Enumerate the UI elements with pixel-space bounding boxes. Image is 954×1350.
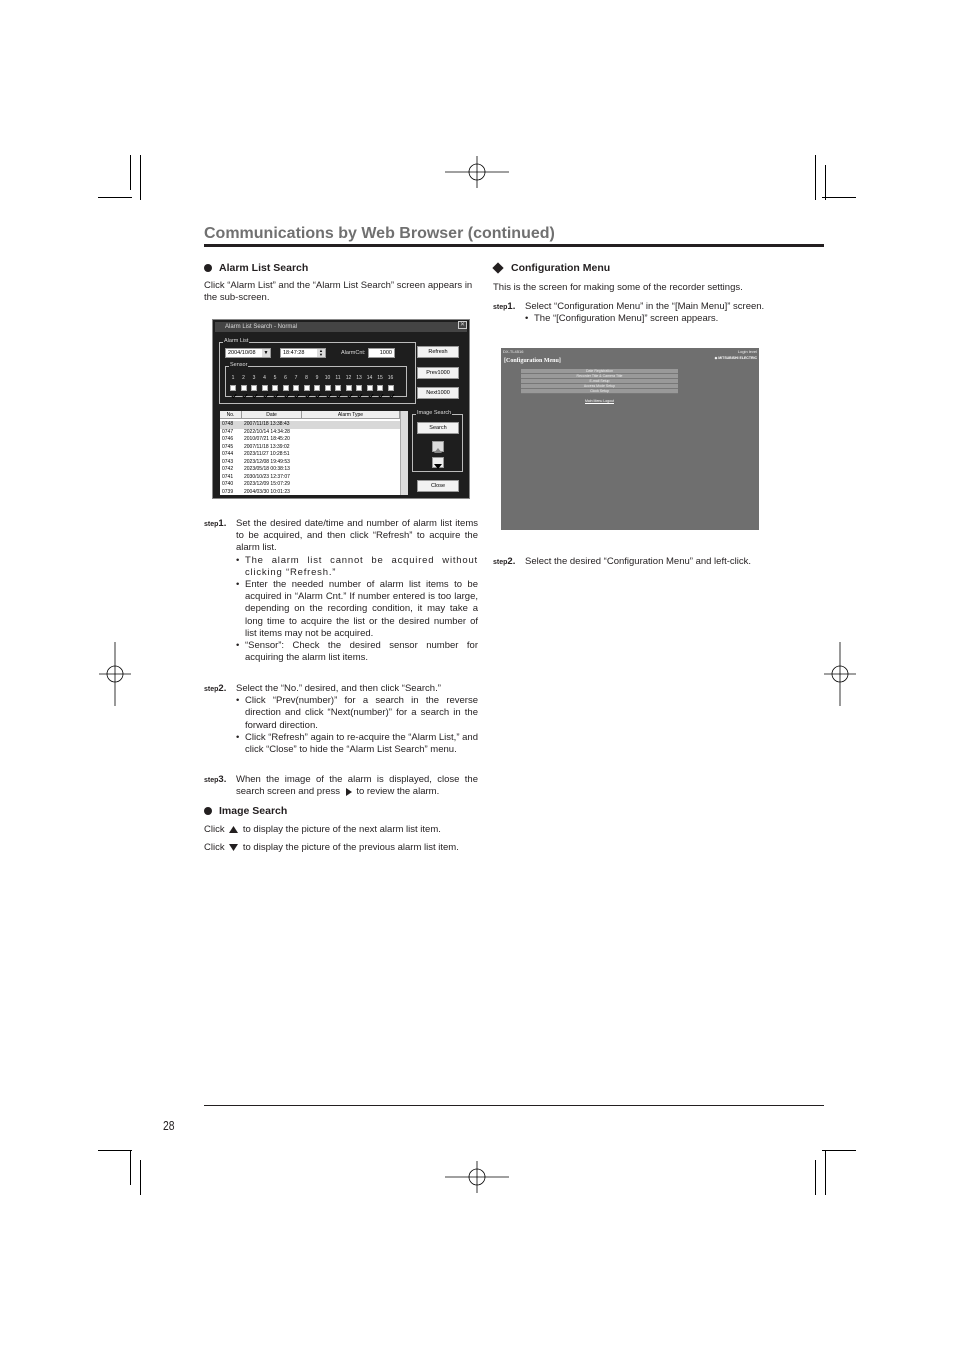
registration-mark-icon xyxy=(83,642,147,706)
date-select[interactable]: 2004/10/08 ▼ xyxy=(225,348,271,358)
page-number: 28 xyxy=(163,1118,175,1133)
list-scrollbar[interactable] xyxy=(400,411,408,495)
title-rule xyxy=(204,244,824,247)
check-icon xyxy=(263,393,269,399)
check-icon xyxy=(336,393,342,399)
mitsubishi-logo: ◆ MITSUBISHI ELECTRIC xyxy=(714,356,757,360)
crop-mark xyxy=(822,1150,856,1151)
crop-mark xyxy=(98,1150,132,1151)
crop-mark xyxy=(822,197,856,198)
registration-mark-icon xyxy=(445,140,509,204)
alarm-list-window xyxy=(212,319,470,499)
page-title: Communications by Web Browser (continued) xyxy=(204,225,555,242)
crop-mark xyxy=(140,155,141,200)
chevron-down-icon[interactable]: ▼ xyxy=(263,350,269,356)
step-3: step3. When the image of the alarm is displayed, close the search screen and press to review the alarm. xyxy=(204,774,478,798)
step-1: step1. Set the desired date/time and number of alarm list items to be acquired, and then click “Refresh” to acquire the alarm list. • The alarm list cannot be acquired without clicking “Refresh.” • Enter the needed number of alarm list items to be acquired in “Alarm Cnt.” If number entered is too large, depending on the recording condition, it may take a long time to acquire the list or the desired number of list items may not be acquired. • “Sensor”: Check the desired sensor number for acquiring the alarm list items. xyxy=(204,518,478,664)
next-image-button[interactable] xyxy=(432,441,444,452)
image-prev-line: Click to display the picture of the previous alarm list item. xyxy=(204,842,459,853)
config-item-date[interactable]: Date Registration xyxy=(521,369,678,374)
footer-rule xyxy=(204,1105,824,1106)
search-button[interactable]: Search xyxy=(417,422,459,434)
crop-mark xyxy=(815,1160,816,1195)
config-item-clock[interactable]: Clock Setup xyxy=(521,389,678,394)
main-menu-logout-link[interactable]: Main Menu Logout xyxy=(585,399,614,403)
col-no-header[interactable]: No. xyxy=(220,411,242,419)
image-search-group: Image Search xyxy=(412,414,463,472)
alarm-list-table xyxy=(220,411,408,495)
sensor-number: 11 xyxy=(335,375,341,381)
next1000-button[interactable]: Next1000 xyxy=(417,387,459,399)
sensor-number: 15 xyxy=(377,375,383,381)
crop-mark xyxy=(815,155,816,200)
sensor-number: 2 xyxy=(242,375,245,381)
table-row[interactable]: 0740 2023/12/09 15:07:29 xyxy=(222,481,290,487)
check-icon xyxy=(252,393,258,399)
sensor-checkbox[interactable] xyxy=(325,385,331,391)
crop-mark xyxy=(825,1150,826,1195)
triangle-up-icon xyxy=(433,446,443,455)
sensor-number: 4 xyxy=(263,375,266,381)
sensor-checkbox[interactable] xyxy=(241,385,247,391)
sensor-number: 5 xyxy=(273,375,277,381)
bullet-dot-icon xyxy=(204,264,212,272)
sensor-checkbox[interactable] xyxy=(251,385,257,391)
config-item-access[interactable]: Access Mode Setup xyxy=(521,384,678,389)
sensor-checkbox[interactable] xyxy=(335,385,341,391)
image-next-line: Click to display the picture of the next alarm list item. xyxy=(204,824,441,835)
config-screen-heading: [Configuration Menu] xyxy=(504,358,561,364)
sensor-number: 12 xyxy=(345,375,352,381)
crop-mark xyxy=(140,1160,141,1195)
model-label: DX-TL4516 xyxy=(503,349,524,354)
bullet-diamond-icon xyxy=(492,262,503,273)
sensor-number: 10 xyxy=(324,375,331,381)
triangle-up-icon xyxy=(229,826,238,833)
sensor-number: 16 xyxy=(387,375,394,381)
alarm-intro: Click “Alarm List” and the “Alarm List Search” screen appears in the sub-screen. xyxy=(204,280,473,304)
step-2: step2. Select the “No.” desired, and then click “Search.” • Click “Prev(number)” for a search in the reverse direction and click “Next(number)” for a search in the forward direction. • Click “Refresh” again to re-acquire the “Alarm List,” and click “Close” to hide the “Alarm List Search” menu. xyxy=(204,683,478,756)
crop-mark xyxy=(130,155,131,190)
sensor-checkbox[interactable] xyxy=(262,385,268,391)
sensor-checkbox[interactable] xyxy=(314,385,320,391)
sensor-number: 3 xyxy=(252,375,256,381)
prev-image-button[interactable] xyxy=(432,457,444,468)
check-icon xyxy=(305,393,311,399)
table-row[interactable]: 0744 2023/11/27 10:28:51 xyxy=(222,451,290,457)
table-row[interactable]: 0739 2004/03/30 10:01:23 xyxy=(222,488,290,495)
sensor-checkbox[interactable] xyxy=(377,385,383,391)
table-row[interactable]: 0741 2030/10/23 12:37:07 xyxy=(222,473,290,480)
sensor-number: 1 xyxy=(231,375,235,381)
config-intro: This is the screen for making some of the recorder settings. xyxy=(493,282,743,293)
registration-mark-icon xyxy=(445,1145,509,1209)
col-type-header[interactable]: Alarm Type xyxy=(302,411,400,419)
table-row[interactable]: 0742 2023/05/18 00:38:13 xyxy=(222,466,290,472)
check-icon xyxy=(378,393,384,399)
play-icon xyxy=(345,788,352,796)
image-search-heading: Image Search xyxy=(204,805,287,817)
refresh-button[interactable]: Refresh xyxy=(417,346,459,358)
check-icon xyxy=(368,393,374,399)
close-icon[interactable]: ✕ xyxy=(459,322,466,328)
check-icon xyxy=(273,393,279,399)
table-row[interactable]: 0745 2007/11/18 13:39:02 xyxy=(222,443,290,450)
table-row[interactable]: 0746 2010/07/21 18:45:20 xyxy=(222,436,290,442)
sensor-checkbox[interactable] xyxy=(230,385,236,391)
sensor-checkbox[interactable] xyxy=(388,385,394,391)
sensor-number: 14 xyxy=(366,375,373,381)
sensor-checkbox[interactable] xyxy=(283,385,289,391)
config-step-2: step2. Select the desired “Configuration Menu” and left-click. xyxy=(493,556,752,567)
crop-mark xyxy=(130,1150,131,1185)
config-step-1: step1. Select “Configuration Menu” in the “[Main Menu]” screen. • The “[Configuration Menu]” screen appears. xyxy=(493,301,767,325)
sensor-checkbox[interactable] xyxy=(346,385,352,391)
sensor-number: 7 xyxy=(294,375,298,381)
check-icon xyxy=(231,393,237,399)
sensor-number: 13 xyxy=(356,375,362,381)
prev1000-button[interactable]: Prev1000 xyxy=(417,367,459,379)
check-icon xyxy=(242,393,248,399)
check-icon xyxy=(389,393,395,399)
crop-mark xyxy=(98,197,132,198)
config-item-titles[interactable]: Recorder Title & Camera Title xyxy=(521,374,678,379)
login-level-label: Login level xyxy=(737,349,757,354)
check-icon xyxy=(284,393,290,399)
sensor-number: 8 xyxy=(305,375,308,381)
col-date-header[interactable]: Date xyxy=(242,411,302,419)
alarm-cnt-label: AlarmCnt: xyxy=(341,350,366,356)
registration-mark-icon xyxy=(808,642,872,706)
stepper-icon[interactable]: ▲ ▼ xyxy=(317,349,325,357)
window-title: Alarm List Search - Normal xyxy=(215,322,467,332)
crop-mark xyxy=(825,165,826,200)
config-menu-screenshot xyxy=(501,348,759,530)
config-item-email[interactable]: E-mail Setup xyxy=(521,379,678,384)
bullet-dot-icon xyxy=(204,807,212,815)
sensor-checkbox[interactable] xyxy=(356,385,362,391)
alarm-cnt-input[interactable]: 1000 xyxy=(368,348,395,358)
check-icon xyxy=(347,393,353,399)
check-icon xyxy=(357,393,363,399)
triangle-down-icon xyxy=(433,462,443,471)
time-stepper[interactable]: 18:47:28 ▲ ▼ xyxy=(280,348,326,358)
check-icon xyxy=(315,393,321,399)
table-row[interactable]: 0747 2022/10/14 14:34:28 xyxy=(222,428,290,435)
table-row[interactable]: 0748 2007/11/18 13:38:43 xyxy=(220,421,400,429)
sensor-group: Sensor xyxy=(225,366,407,397)
sensor-number: 9 xyxy=(315,375,319,381)
sensor-number: 6 xyxy=(284,375,287,381)
alarm-list-heading: Alarm List Search xyxy=(204,262,308,274)
config-menu-heading: Configuration Menu xyxy=(493,262,610,274)
sensor-checkbox[interactable] xyxy=(367,385,373,391)
check-icon xyxy=(294,393,300,399)
close-button[interactable]: Close xyxy=(417,480,459,492)
sensor-checkbox[interactable] xyxy=(272,385,278,391)
sensor-checkbox[interactable] xyxy=(304,385,310,391)
triangle-down-icon xyxy=(229,844,238,851)
check-icon xyxy=(326,393,332,399)
sensor-checkbox[interactable] xyxy=(293,385,299,391)
table-row[interactable]: 0743 2023/12/08 19:49:53 xyxy=(222,458,290,465)
alarm-list-group: Alarm List xyxy=(219,342,416,404)
